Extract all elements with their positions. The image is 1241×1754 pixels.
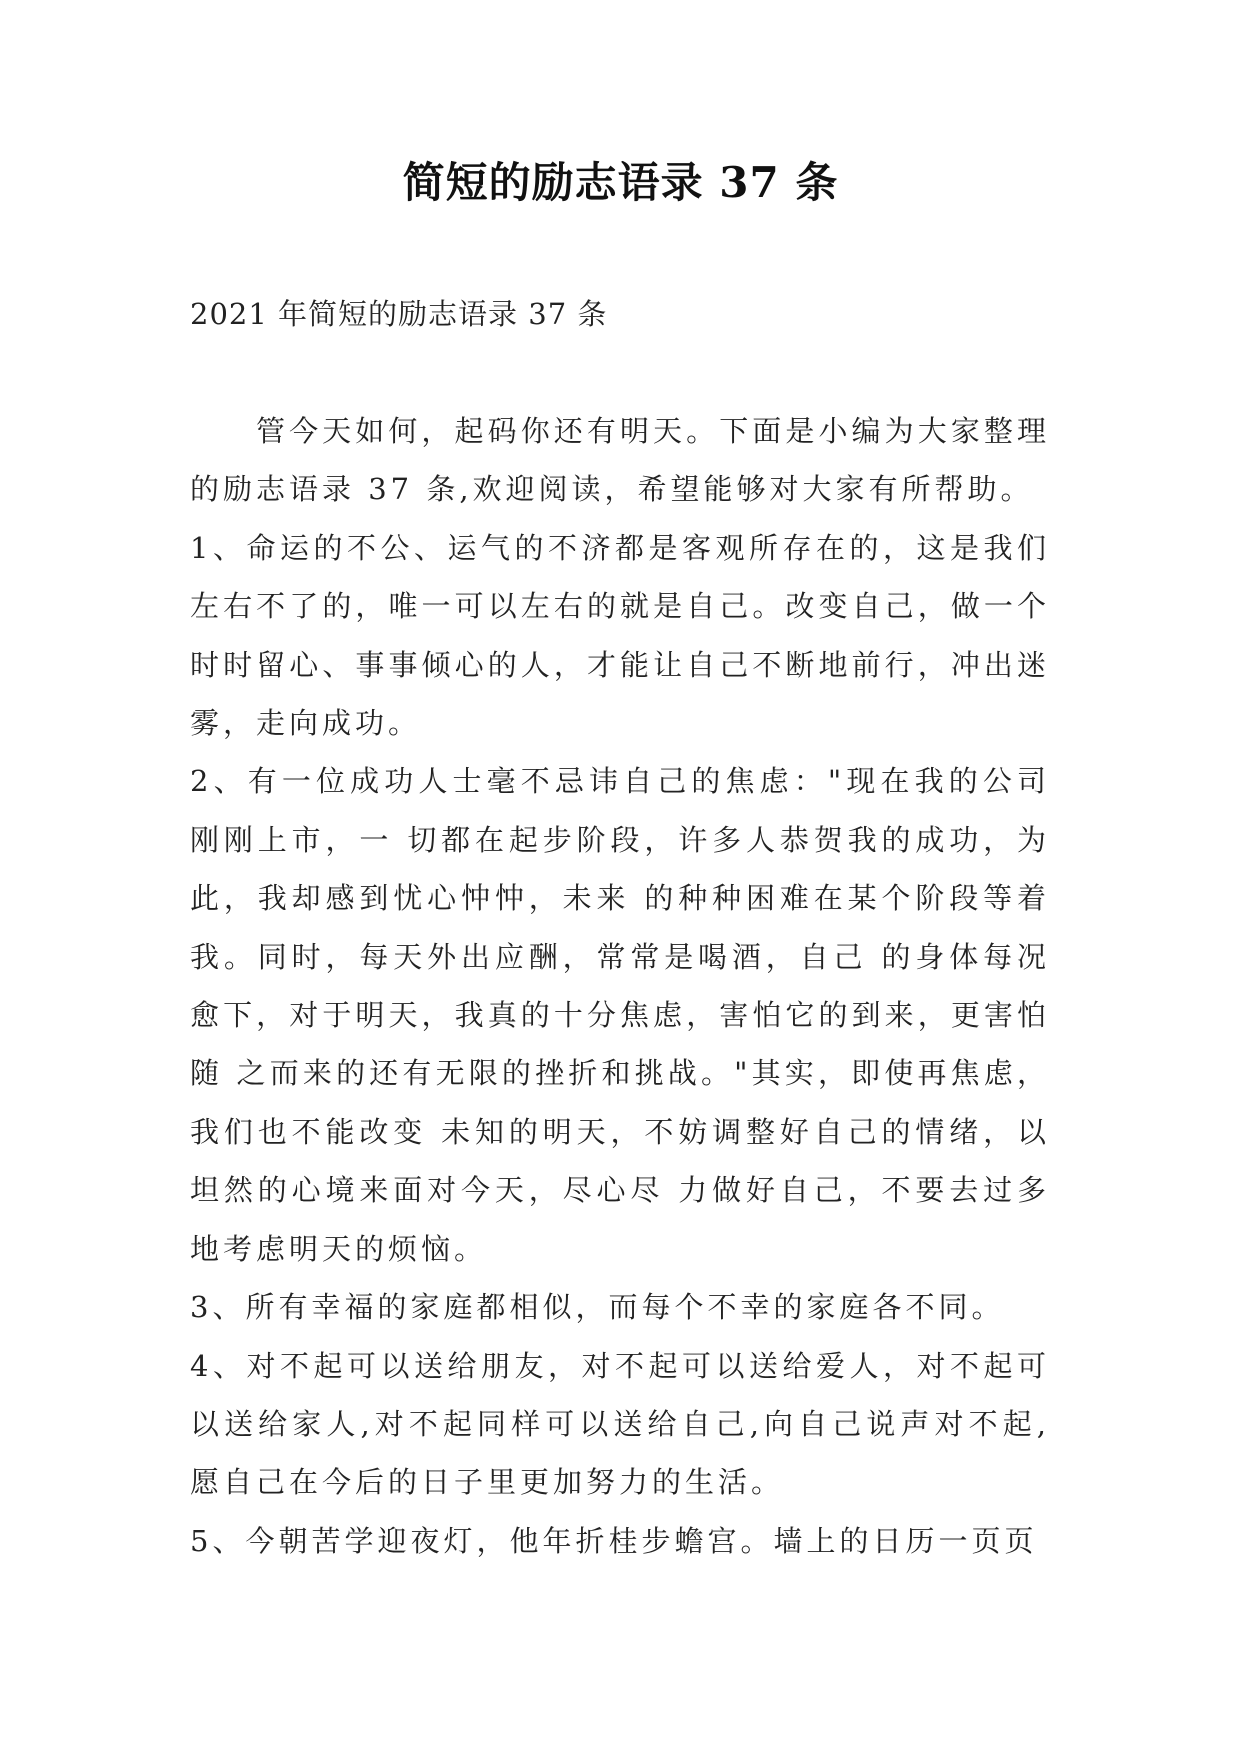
intro-paragraph: 管今天如何，起码你还有明天。下面是小编为大家整理的励志语录 37 条,欢迎阅读，希望能够对大家有所帮助。 [190,414,1050,507]
document-body [190,402,1050,1570]
quote-item-4: 4、对不起可以送给朋友，对不起可以送给爱人，对不起可以送给家人,对不起同样可以送给自己,向自己说声对不起,愿自己在今后的日子里更加努力的生活。 [190,1348,1050,1500]
document-subtitle: 2021 年简短的励志语录 37 条 [190,297,608,331]
quote-item-1: 1、命运的不公、运气的不济都是客观所存在的，这是我们左右不了的，唯一可以左右的就是自己。改变自己，做一个时时留心、事事倾心的人，才能让自己不断地前行，冲出迷雾，走向成功。 [190,530,1050,741]
quote-item-5: 5、今朝苦学迎夜灯，他年折桂步蟾宫。墙上的日历一页页 [190,1523,1038,1558]
quote-item-2: 2、有一位成功人士毫不忌讳自己的焦虑："现在我的公司刚刚上市，一 切都在起步阶段，许多人恭贺我的成功，为此，我却感到忧心忡忡，未来 的种种困难在某个阶段等着我。同时，每天外出应酬，常常是喝酒，自己 的身体每况愈下，对于明天，我真的十分焦虑，害怕它的到来，更害怕随 之而来的还有无限的挫折和挑战。"其实，即使再焦虑，我们也不能改变 未知的明天，不妨调整好自己的情绪，以坦然的心境来面对今天，尽心尽 力做好自己，不要去过多地考虑明天的烦恼。 [190,764,1050,1266]
document-title: 简短的励志语录 37 条 [402,158,839,207]
quote-item-3: 3、所有幸福的家庭都相似，而每个不幸的家庭各不同。 [190,1290,1005,1325]
